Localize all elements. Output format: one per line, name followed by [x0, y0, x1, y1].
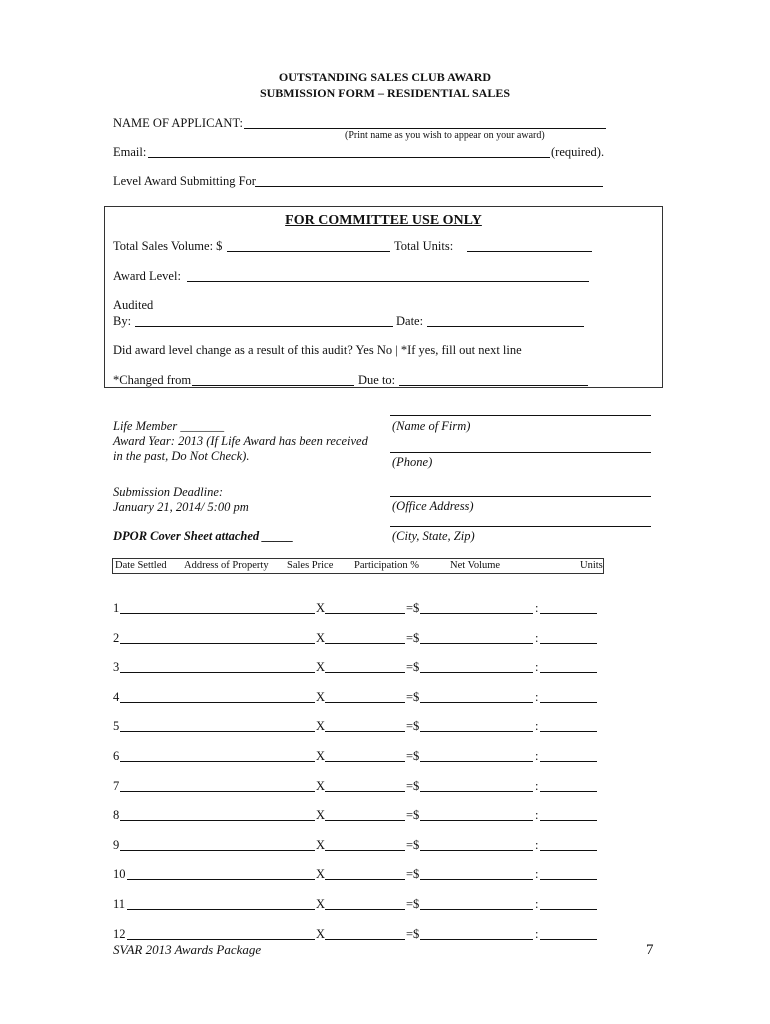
- row-address-field[interactable]: [120, 643, 315, 644]
- audited-by-field[interactable]: [135, 326, 393, 327]
- row-number: 7: [113, 778, 120, 793]
- form-title-line2: SUBMISSION FORM – RESIDENTIAL SALES: [259, 86, 511, 100]
- row-units-field[interactable]: [540, 909, 597, 910]
- row-x-mark: X: [316, 749, 326, 763]
- total-sales-field[interactable]: [227, 251, 390, 252]
- row-sales-price-field[interactable]: [325, 702, 405, 703]
- row-units-field[interactable]: [540, 791, 597, 792]
- col-units: Units: [580, 560, 603, 571]
- row-address-field[interactable]: [120, 702, 315, 703]
- row-net-volume-field[interactable]: [420, 879, 533, 880]
- changed-from-field[interactable]: [192, 385, 354, 386]
- row-eq-mark: =$: [406, 897, 420, 911]
- row-units-field[interactable]: [540, 761, 597, 762]
- row-colon-mark: :: [535, 719, 539, 734]
- applicant-name-hint: (Print name as you wish to appear on your award): [345, 130, 545, 141]
- row-number: 8: [113, 808, 120, 823]
- level-award-field[interactable]: [255, 186, 603, 187]
- award-level-label: Award Level:: [113, 269, 181, 283]
- col-date-settled: Date Settled: [115, 560, 167, 571]
- row-colon-mark: :: [535, 749, 539, 763]
- table-row: [113, 659, 597, 673]
- row-colon-mark: :: [535, 926, 539, 941]
- table-row: [113, 807, 597, 821]
- row-colon-mark: :: [535, 601, 539, 615]
- row-eq-mark: =$: [406, 660, 420, 675]
- row-sales-price-field[interactable]: [325, 850, 405, 851]
- total-units-label: Total Units:: [394, 239, 454, 253]
- audited-label: Audited: [113, 298, 154, 312]
- city-state-zip-label: (City, State, Zip): [392, 529, 475, 543]
- row-number: 12: [113, 926, 126, 941]
- row-colon-mark: :: [535, 837, 539, 852]
- submission-deadline-value: January 21, 2014/ 5:00 pm: [113, 500, 249, 514]
- sales-table-header: [112, 558, 604, 574]
- table-row: [113, 896, 597, 910]
- row-net-volume-field[interactable]: [420, 761, 533, 762]
- row-eq-mark: =$: [406, 749, 420, 763]
- submission-deadline-label: Submission Deadline:: [113, 485, 224, 499]
- row-sales-price-field[interactable]: [325, 672, 405, 673]
- row-eq-mark: =$: [406, 630, 420, 645]
- row-x-mark: X: [316, 601, 326, 615]
- row-colon-mark: :: [535, 630, 539, 645]
- row-net-volume-field[interactable]: [420, 702, 533, 703]
- total-sales-label: Total Sales Volume: $: [113, 239, 223, 253]
- changed-from-label: *Changed from: [113, 373, 192, 387]
- footer-package-name: SVAR 2013 Awards Package: [113, 942, 262, 957]
- row-address-field[interactable]: [120, 613, 315, 614]
- table-row: [113, 748, 597, 762]
- row-x-mark: X: [316, 689, 326, 704]
- row-colon-mark: :: [535, 808, 539, 823]
- table-row: [113, 718, 597, 732]
- row-x-mark: X: [316, 867, 326, 882]
- row-sales-price-field[interactable]: [325, 731, 405, 732]
- row-x-mark: X: [316, 897, 326, 911]
- row-units-field[interactable]: [540, 731, 597, 732]
- row-net-volume-field[interactable]: [420, 909, 533, 910]
- row-units-field[interactable]: [540, 820, 597, 821]
- row-number: 3: [113, 660, 120, 675]
- office-address-field[interactable]: [390, 496, 651, 497]
- row-address-field[interactable]: [120, 761, 315, 762]
- award-year-line2: in the past, Do Not Check).: [113, 449, 250, 463]
- audit-date-label: Date:: [396, 314, 424, 328]
- row-sales-price-field[interactable]: [325, 761, 405, 762]
- row-units-field[interactable]: [540, 879, 597, 880]
- row-eq-mark: =$: [406, 689, 420, 704]
- table-row: [113, 837, 597, 851]
- row-number: 10: [113, 867, 126, 882]
- row-units-field[interactable]: [540, 939, 597, 940]
- row-net-volume-field[interactable]: [420, 791, 533, 792]
- row-number: 5: [113, 719, 120, 734]
- due-to-label: Due to:: [358, 373, 396, 387]
- email-field[interactable]: [148, 157, 550, 158]
- audited-by-label: By:: [113, 314, 132, 328]
- award-year-line1: Award Year: 2013 (If Life Award has been received: [113, 434, 368, 448]
- row-address-field[interactable]: [120, 791, 315, 792]
- applicant-name-field[interactable]: [244, 128, 606, 129]
- row-x-mark: X: [316, 719, 326, 734]
- row-net-volume-field[interactable]: [420, 820, 533, 821]
- email-label: Email:: [113, 145, 147, 159]
- row-eq-mark: =$: [406, 926, 420, 941]
- table-row: [113, 600, 597, 614]
- row-address-field[interactable]: [127, 939, 315, 940]
- row-net-volume-field[interactable]: [420, 939, 533, 940]
- row-number: 1: [113, 601, 120, 615]
- table-row: [113, 778, 597, 792]
- city-state-zip-field[interactable]: [390, 526, 651, 527]
- row-sales-price-field[interactable]: [325, 643, 405, 644]
- table-row: [113, 866, 597, 880]
- row-address-field[interactable]: [127, 879, 315, 880]
- row-eq-mark: =$: [406, 837, 420, 852]
- row-address-field[interactable]: [120, 850, 315, 851]
- row-eq-mark: =$: [406, 808, 420, 823]
- row-units-field[interactable]: [540, 613, 597, 614]
- row-x-mark: X: [316, 837, 326, 852]
- award-level-field[interactable]: [187, 281, 589, 282]
- row-net-volume-field[interactable]: [420, 672, 533, 673]
- row-net-volume-field[interactable]: [420, 731, 533, 732]
- row-sales-price-field[interactable]: [325, 820, 405, 821]
- committee-use-box: [104, 206, 663, 388]
- row-x-mark: X: [316, 808, 326, 823]
- email-required-note: (required).: [551, 145, 605, 159]
- col-participation: Participation %: [354, 560, 420, 571]
- row-net-volume-field[interactable]: [420, 613, 533, 614]
- row-sales-price-field[interactable]: [325, 939, 405, 940]
- col-address: Address of Property: [184, 560, 269, 571]
- table-row: [113, 689, 597, 703]
- row-address-field[interactable]: [120, 820, 315, 821]
- row-eq-mark: =$: [406, 719, 420, 734]
- committee-title: FOR COMMITTEE USE ONLY: [285, 213, 482, 228]
- row-colon-mark: :: [535, 897, 539, 911]
- row-sales-price-field[interactable]: [325, 791, 405, 792]
- audit-question: Did award level change as a result of this audit? Yes No | *If yes, fill out next line: [113, 343, 522, 357]
- page-number: 7: [646, 942, 654, 958]
- row-number: 4: [113, 689, 120, 704]
- row-x-mark: X: [316, 660, 326, 675]
- row-number: 2: [113, 630, 120, 645]
- phone-label: (Phone): [392, 455, 433, 469]
- row-net-volume-field[interactable]: [420, 643, 533, 644]
- office-address-label: (Office Address): [392, 499, 474, 513]
- row-net-volume-field[interactable]: [420, 850, 533, 851]
- total-units-field[interactable]: [467, 251, 592, 252]
- row-eq-mark: =$: [406, 867, 420, 882]
- table-row: [113, 926, 597, 940]
- row-eq-mark: =$: [406, 601, 420, 615]
- due-to-field[interactable]: [399, 385, 588, 386]
- level-award-label: Level Award Submitting For: [113, 174, 256, 188]
- row-number: 11: [113, 897, 126, 911]
- firm-name-field[interactable]: [390, 415, 651, 416]
- table-row: [113, 630, 597, 644]
- phone-field[interactable]: [390, 452, 651, 453]
- row-colon-mark: :: [535, 689, 539, 704]
- row-x-mark: X: [316, 630, 326, 645]
- row-colon-mark: :: [535, 778, 539, 793]
- firm-name-label: (Name of Firm): [392, 419, 471, 433]
- row-address-field[interactable]: [127, 909, 315, 910]
- row-sales-price-field[interactable]: [325, 879, 405, 880]
- dpor-cover-sheet: DPOR Cover Sheet attached _____: [113, 529, 294, 543]
- row-address-field[interactable]: [120, 672, 315, 673]
- row-units-field[interactable]: [540, 702, 597, 703]
- row-units-field[interactable]: [540, 643, 597, 644]
- row-sales-price-field[interactable]: [325, 909, 405, 910]
- row-number: 9: [113, 837, 120, 852]
- row-units-field[interactable]: [540, 850, 597, 851]
- row-eq-mark: =$: [406, 778, 420, 793]
- row-colon-mark: :: [535, 867, 539, 882]
- row-colon-mark: :: [535, 660, 539, 675]
- row-x-mark: X: [316, 926, 326, 941]
- row-sales-price-field[interactable]: [325, 613, 405, 614]
- row-address-field[interactable]: [120, 731, 315, 732]
- row-number: 6: [113, 749, 120, 763]
- row-x-mark: X: [316, 778, 326, 793]
- form-title-line1: OUTSTANDING SALES CLUB AWARD: [278, 70, 492, 84]
- applicant-name-label: NAME OF APPLICANT:: [113, 116, 243, 130]
- col-sales-price: Sales Price: [287, 560, 334, 571]
- audit-date-field[interactable]: [427, 326, 584, 327]
- row-units-field[interactable]: [540, 672, 597, 673]
- life-member-label: Life Member _______: [113, 419, 225, 433]
- col-net-volume: Net Volume: [450, 560, 501, 571]
